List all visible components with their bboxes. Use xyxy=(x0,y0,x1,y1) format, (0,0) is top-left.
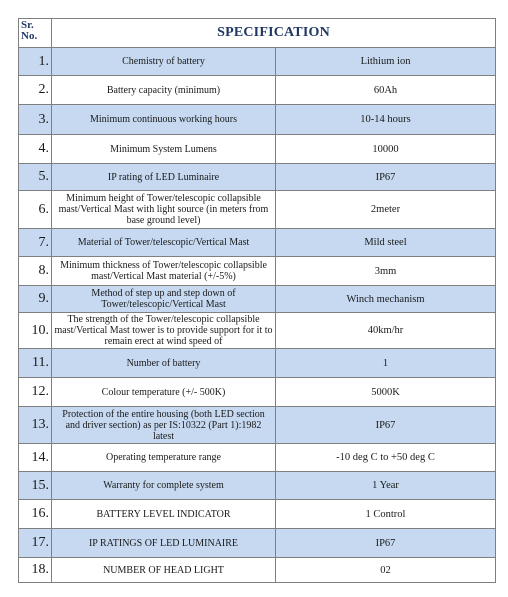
row-description: Minimum System Lumens xyxy=(52,135,276,164)
row-description: Operating temperature range xyxy=(52,444,276,472)
row-value: 02 xyxy=(276,558,496,583)
row-description: NUMBER OF HEAD LIGHT xyxy=(52,558,276,583)
specification-table xyxy=(18,18,496,583)
table-row xyxy=(19,500,496,529)
table-row xyxy=(19,407,496,444)
row-description: IP RATINGS OF LED LUMINAIRE xyxy=(52,529,276,558)
row-number: 2. xyxy=(19,76,52,105)
row-value: IP67 xyxy=(276,407,496,444)
specification-title: SPECIFICATION xyxy=(52,19,496,48)
table-row xyxy=(19,472,496,500)
row-value: Winch mechanism xyxy=(276,286,496,313)
row-description: Chemistry of battery xyxy=(52,48,276,76)
row-value: 10-14 hours xyxy=(276,105,496,135)
row-value: 1 Year xyxy=(276,472,496,500)
table-row xyxy=(19,76,496,105)
row-value: Lithium ion xyxy=(276,48,496,76)
row-description: Number of battery xyxy=(52,349,276,378)
row-number: 4. xyxy=(19,135,52,164)
row-description: Method of step up and step down of Tower/telescopic/Vertical Mast xyxy=(52,286,276,313)
row-number: 8. xyxy=(19,257,52,286)
row-value: 1 Control xyxy=(276,500,496,529)
row-number: 1. xyxy=(19,48,52,76)
table-row xyxy=(19,286,496,313)
row-value: 40km/hr xyxy=(276,313,496,349)
row-number: 15. xyxy=(19,472,52,500)
row-value: 2meter xyxy=(276,191,496,229)
table-header-row xyxy=(19,19,496,48)
table-row xyxy=(19,313,496,349)
row-description: Minimum height of Tower/telescopic collapsible mast/Vertical Mast with light source (in meters from base ground level) xyxy=(52,191,276,229)
table-row xyxy=(19,191,496,229)
table-row xyxy=(19,135,496,164)
row-value: 60Ah xyxy=(276,76,496,105)
sr-no-header: Sr. No. xyxy=(19,19,52,48)
row-description: IP rating of LED Luminaire xyxy=(52,164,276,191)
row-description: Minimum continuous working hours xyxy=(52,105,276,135)
row-number: 18. xyxy=(19,558,52,583)
row-description: Protection of the entire housing (both LED section and driver section) as per IS:10322 (Part 1):1982 latest xyxy=(52,407,276,444)
row-value: Mild steel xyxy=(276,229,496,257)
row-value: IP67 xyxy=(276,529,496,558)
table-row xyxy=(19,229,496,257)
row-description: Battery capacity (minimum) xyxy=(52,76,276,105)
row-description: Material of Tower/telescopic/Vertical Mast xyxy=(52,229,276,257)
row-number: 5. xyxy=(19,164,52,191)
row-number: 12. xyxy=(19,378,52,407)
table-row xyxy=(19,257,496,286)
table-row xyxy=(19,164,496,191)
row-value: 3mm xyxy=(276,257,496,286)
row-value: 5000K xyxy=(276,378,496,407)
table-row xyxy=(19,349,496,378)
row-number: 10. xyxy=(19,313,52,349)
row-description: BATTERY LEVEL INDICATOR xyxy=(52,500,276,529)
row-number: 6. xyxy=(19,191,52,229)
table-row xyxy=(19,444,496,472)
row-number: 7. xyxy=(19,229,52,257)
table-row xyxy=(19,378,496,407)
row-value: -10 deg C to +50 deg C xyxy=(276,444,496,472)
row-number: 11. xyxy=(19,349,52,378)
row-description: Colour temperature (+/- 500K) xyxy=(52,378,276,407)
table-row xyxy=(19,105,496,135)
row-number: 17. xyxy=(19,529,52,558)
row-description: The strength of the Tower/telescopic collapsible mast/Vertical Mast tower is to provide support for it to remain erect at wind speed of xyxy=(52,313,276,349)
table-row xyxy=(19,529,496,558)
row-number: 13. xyxy=(19,407,52,444)
row-number: 3. xyxy=(19,105,52,135)
table-row xyxy=(19,558,496,583)
row-number: 16. xyxy=(19,500,52,529)
row-value: 10000 xyxy=(276,135,496,164)
row-number: 14. xyxy=(19,444,52,472)
row-description: Warranty for complete system xyxy=(52,472,276,500)
row-value: 1 xyxy=(276,349,496,378)
table-row xyxy=(19,48,496,76)
row-number: 9. xyxy=(19,286,52,313)
row-value: IP67 xyxy=(276,164,496,191)
row-description: Minimum thickness of Tower/telescopic collapsible mast/Vertical Mast material (+/-5%) xyxy=(52,257,276,286)
